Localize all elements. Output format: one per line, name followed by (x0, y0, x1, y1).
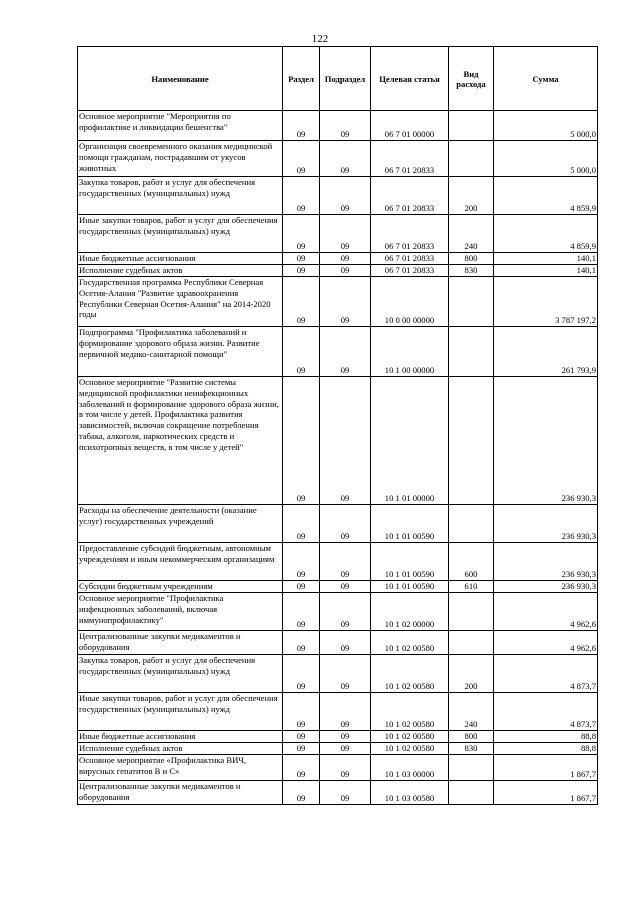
row-section: 09 (283, 593, 320, 631)
row-kind: 600 (449, 543, 494, 581)
row-section: 09 (283, 377, 320, 505)
row-sum: 4 873,7 (494, 655, 598, 693)
budget-table (77, 46, 598, 805)
row-name: Основное мероприятие «Профилактика ВИЧ, вирусных гепатитов В и С» (78, 755, 283, 781)
row-subsection: 09 (320, 631, 371, 655)
row-sum: 236 930,3 (494, 377, 598, 505)
row-subsection: 09 (320, 505, 371, 543)
row-kind (449, 327, 494, 377)
row-name: Исполнение судебных актов (78, 743, 283, 755)
row-section: 09 (283, 111, 320, 141)
row-subsection: 09 (320, 327, 371, 377)
row-target: 10 1 00 00000 (371, 327, 449, 377)
row-kind: 830 (449, 265, 494, 277)
table-row (78, 693, 598, 731)
row-name: Государственная программа Республики Северная Осетия-Алания "Развитие здравоохранения Республики Северная Осетия-Алания" на 2014-2020 годы (78, 277, 283, 327)
row-name: Основное мероприятие "Мероприятия по профилактике и ликвидации бешенства" (78, 111, 283, 141)
row-target: 06 7 01 20833 (371, 253, 449, 265)
table-row (78, 631, 598, 655)
table-row (78, 543, 598, 581)
row-subsection: 09 (320, 581, 371, 593)
row-kind: 200 (449, 177, 494, 215)
header-subsection: Подраздел (320, 47, 371, 111)
table-row (78, 781, 598, 805)
row-sum: 4 859,9 (494, 215, 598, 253)
row-target: 10 1 02 00580 (371, 731, 449, 743)
row-subsection: 09 (320, 655, 371, 693)
row-sum: 236 930,3 (494, 505, 598, 543)
row-section: 09 (283, 277, 320, 327)
header-name: Наименование (78, 47, 283, 111)
row-kind (449, 631, 494, 655)
row-subsection: 09 (320, 743, 371, 755)
table-row (78, 177, 598, 215)
row-kind (449, 593, 494, 631)
row-kind (449, 277, 494, 327)
row-target: 06 7 01 20833 (371, 141, 449, 177)
table-row (78, 655, 598, 693)
row-section: 09 (283, 327, 320, 377)
table-row (78, 141, 598, 177)
row-section: 09 (283, 177, 320, 215)
row-section: 09 (283, 543, 320, 581)
table-row (78, 277, 598, 327)
row-target: 10 1 02 00000 (371, 593, 449, 631)
row-kind: 800 (449, 731, 494, 743)
row-name: Исполнение судебных актов (78, 265, 283, 277)
row-name: Иные закупки товаров, работ и услуг для обеспечения государственных (муниципальных) нужд (78, 215, 283, 253)
row-subsection: 09 (320, 377, 371, 505)
row-target: 10 1 02 00580 (371, 693, 449, 731)
row-section: 09 (283, 743, 320, 755)
page-number: 122 (311, 33, 329, 45)
row-name: Иные бюджетные ассигнования (78, 253, 283, 265)
row-sum: 236 930,3 (494, 543, 598, 581)
row-kind (449, 141, 494, 177)
row-subsection: 09 (320, 593, 371, 631)
row-sum: 261 793,9 (494, 327, 598, 377)
row-section: 09 (283, 253, 320, 265)
row-name: Расходы на обеспечение деятельности (оказание услуг) государственных учреждений (78, 505, 283, 543)
row-subsection: 09 (320, 177, 371, 215)
row-sum: 3 787 197,2 (494, 277, 598, 327)
table-row (78, 253, 598, 265)
row-sum: 5 000,0 (494, 111, 598, 141)
row-section: 09 (283, 655, 320, 693)
row-kind (449, 755, 494, 781)
row-subsection: 09 (320, 543, 371, 581)
row-name: Централизованные закупки медикаментов и оборудования (78, 781, 283, 805)
table-row (78, 755, 598, 781)
row-target: 10 1 01 00000 (371, 377, 449, 505)
row-target: 10 1 01 00590 (371, 581, 449, 593)
row-kind (449, 111, 494, 141)
row-target: 06 7 01 20833 (371, 215, 449, 253)
row-kind: 610 (449, 581, 494, 593)
row-section: 09 (283, 505, 320, 543)
table-header-row (78, 47, 598, 111)
row-section: 09 (283, 755, 320, 781)
table-row (78, 505, 598, 543)
row-sum: 88,8 (494, 731, 598, 743)
row-target: 10 1 02 00580 (371, 631, 449, 655)
row-target: 10 1 01 00590 (371, 505, 449, 543)
table-row (78, 327, 598, 377)
row-section: 09 (283, 781, 320, 805)
row-sum: 1 867,7 (494, 781, 598, 805)
row-section: 09 (283, 141, 320, 177)
table-row (78, 265, 598, 277)
row-target: 06 7 01 20833 (371, 265, 449, 277)
row-subsection: 09 (320, 111, 371, 141)
header-section: Раздел (283, 47, 320, 111)
row-subsection: 09 (320, 141, 371, 177)
row-subsection: 09 (320, 781, 371, 805)
row-sum: 140,1 (494, 265, 598, 277)
row-target: 10 1 01 00590 (371, 543, 449, 581)
table-row (78, 111, 598, 141)
row-kind: 800 (449, 253, 494, 265)
row-subsection: 09 (320, 693, 371, 731)
row-name: Закупка товаров, работ и услуг для обеспечения государственных (муниципальных) нужд (78, 655, 283, 693)
header-sum: Сумма (494, 47, 598, 111)
row-name: Организация своевременного оказания медицинской помощи гражданам, пострадавшим от укусов животных (78, 141, 283, 177)
row-name: Иные закупки товаров, работ и услуг для обеспечения государственных (муниципальных) нужд (78, 693, 283, 731)
row-kind: 200 (449, 655, 494, 693)
row-name: Подпрограмма "Профилактика заболеваний и формирование здорового образа жизни. Развитие первичной медико-санитарной помощи" (78, 327, 283, 377)
row-kind: 240 (449, 215, 494, 253)
row-kind (449, 505, 494, 543)
row-sum: 140,1 (494, 253, 598, 265)
row-sum: 5 000,0 (494, 141, 598, 177)
row-sum: 1 867,7 (494, 755, 598, 781)
row-sum: 88,8 (494, 743, 598, 755)
row-name: Закупка товаров, работ и услуг для обеспечения государственных (муниципальных) нужд (78, 177, 283, 215)
row-name: Субсидии бюджетным учреждениям (78, 581, 283, 593)
row-target: 10 0 00 00000 (371, 277, 449, 327)
header-kind: Вид расхода (449, 47, 494, 111)
row-name: Основное мероприятие "Развитие системы медицинской профилактики неинфекционных заболеваний и формирование здорового образа жизни, в том числе у детей. Профилактика развития зависимостей, включая сокращение потребления табака, алкоголя, наркотических средств и психотропных веществ, в том числе у детей" (78, 377, 283, 505)
row-sum: 4 859,9 (494, 177, 598, 215)
row-section: 09 (283, 265, 320, 277)
row-subsection: 09 (320, 731, 371, 743)
row-sum: 236 930,3 (494, 581, 598, 593)
row-name: Предоставление субсидий бюджетным, автономным учреждениям и иным некоммерческим организациям (78, 543, 283, 581)
row-kind (449, 781, 494, 805)
table-row (78, 377, 598, 505)
row-sum: 4 962,6 (494, 631, 598, 655)
row-kind: 830 (449, 743, 494, 755)
row-subsection: 09 (320, 265, 371, 277)
row-subsection: 09 (320, 215, 371, 253)
row-subsection: 09 (320, 277, 371, 327)
row-subsection: 09 (320, 755, 371, 781)
row-kind: 240 (449, 693, 494, 731)
row-sum: 4 873,7 (494, 693, 598, 731)
row-name: Иные бюджетные ассигнования (78, 731, 283, 743)
row-section: 09 (283, 731, 320, 743)
table-row (78, 593, 598, 631)
row-subsection: 09 (320, 253, 371, 265)
row-target: 06 7 01 20833 (371, 177, 449, 215)
table-row (78, 731, 598, 743)
row-target: 10 1 02 00580 (371, 743, 449, 755)
header-target: Целевая статья (371, 47, 449, 111)
row-section: 09 (283, 215, 320, 253)
row-name: Централизованные закупки медикаментов и оборудования (78, 631, 283, 655)
table-row (78, 215, 598, 253)
row-target: 10 1 03 00000 (371, 755, 449, 781)
row-target: 10 1 02 00580 (371, 655, 449, 693)
row-kind (449, 377, 494, 505)
row-name: Основное мероприятие "Профилактика инфекционных заболеваний, включая иммунопрофилактику" (78, 593, 283, 631)
row-target: 10 1 03 00580 (371, 781, 449, 805)
row-target: 06 7 01 00000 (371, 111, 449, 141)
row-section: 09 (283, 581, 320, 593)
row-section: 09 (283, 631, 320, 655)
row-sum: 4 962,6 (494, 593, 598, 631)
table-row (78, 581, 598, 593)
table-row (78, 743, 598, 755)
row-section: 09 (283, 693, 320, 731)
